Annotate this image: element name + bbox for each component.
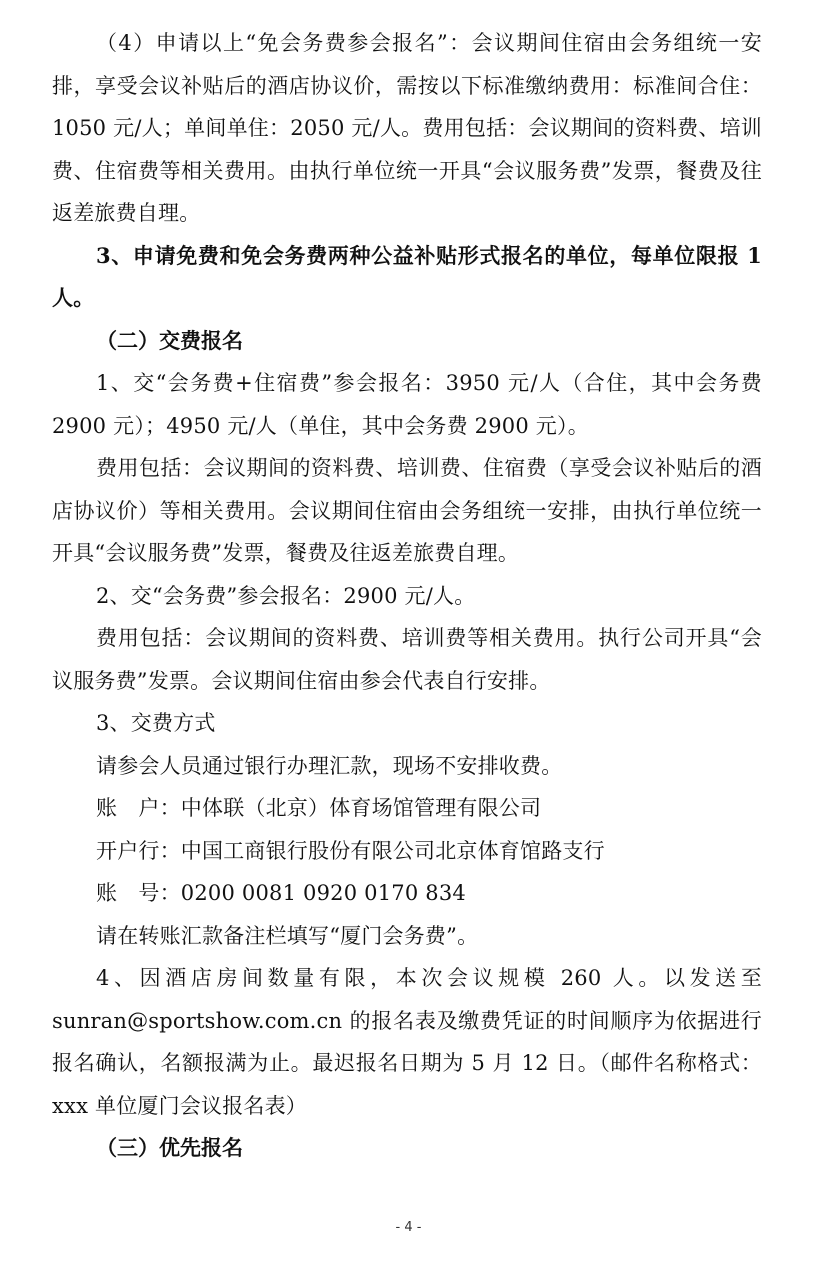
bank-account-number: 账 号：0200 0081 0920 0170 834 bbox=[96, 881, 466, 905]
paragraph-registration-confirmation: 4、因酒店房间数量有限，本次会议规模 260 人。以发送至 sunran@sportshow.com.cn 的报名表及缴费凭证的时间顺序为依据进行报名确认，名额报满为止。最迟报名日期为 5 月 12 日。（邮件名称格式：xxx 单位厦门会议报名表） bbox=[52, 966, 762, 1118]
paragraph-fee-includes-1: 费用包括：会议期间的资料费、培训费、住宿费（享受会议补贴后的酒店协议价）等相关费用。会议期间住宿由会务组统一安排，由执行单位统一开具“会议服务费”发票，餐费及往返差旅费自理。 bbox=[52, 456, 762, 565]
paragraph-fee-option-1: 1、交“会务费+住宿费”参会报名：3950 元/人（合住，其中会务费 2900 元）；4950 元/人（单住，其中会务费 2900 元）。 bbox=[52, 371, 762, 438]
paragraph-quota-limit: 3、申请免费和免会务费两种公益补贴形式报名的单位，每单位限报 1 人。 bbox=[52, 242, 762, 310]
paragraph-payment-instruction: 请参会人员通过银行办理汇款，现场不安排收费。 bbox=[96, 753, 563, 778]
document-page bbox=[52, 22, 762, 1170]
section-heading-paid-registration: （二）交费报名 bbox=[96, 327, 243, 353]
section-heading-priority-registration: （三）优先报名 bbox=[96, 1135, 243, 1160]
bank-branch: 开户行：中国工商银行股份有限公司北京体育馆路支行 bbox=[96, 838, 605, 863]
paragraph-payment-method-title: 3、交费方式 bbox=[96, 711, 216, 735]
bank-account-name: 账 户：中体联（北京）体育场馆管理有限公司 bbox=[96, 796, 542, 820]
paragraph-accommodation-fee: （4）申请以上“免会务费参会报名”：会议期间住宿由会务组统一安排，享受会议补贴后的酒店协议价，需按以下标准缴纳费用：标准间合住：1050 元/人；单间单住：2050 元/人。费用包括：会议期间的资料费、培训费、住宿费等相关费用。由执行单位统一开具“会议服务费”发票，餐费及往返差旅费自理。 bbox=[52, 31, 762, 225]
paragraph-fee-includes-2: 费用包括：会议期间的资料费、培训费等相关费用。执行公司开具“会议服务费”发票。会议期间住宿由参会代表自行安排。 bbox=[52, 626, 762, 693]
paragraph-remittance-note: 请在转账汇款备注栏填写“厦门会务费”。 bbox=[96, 923, 479, 948]
page-number: - 4 - bbox=[395, 1220, 422, 1235]
paragraph-fee-option-2: 2、交“会务费”参会报名：2900 元/人。 bbox=[96, 583, 476, 608]
